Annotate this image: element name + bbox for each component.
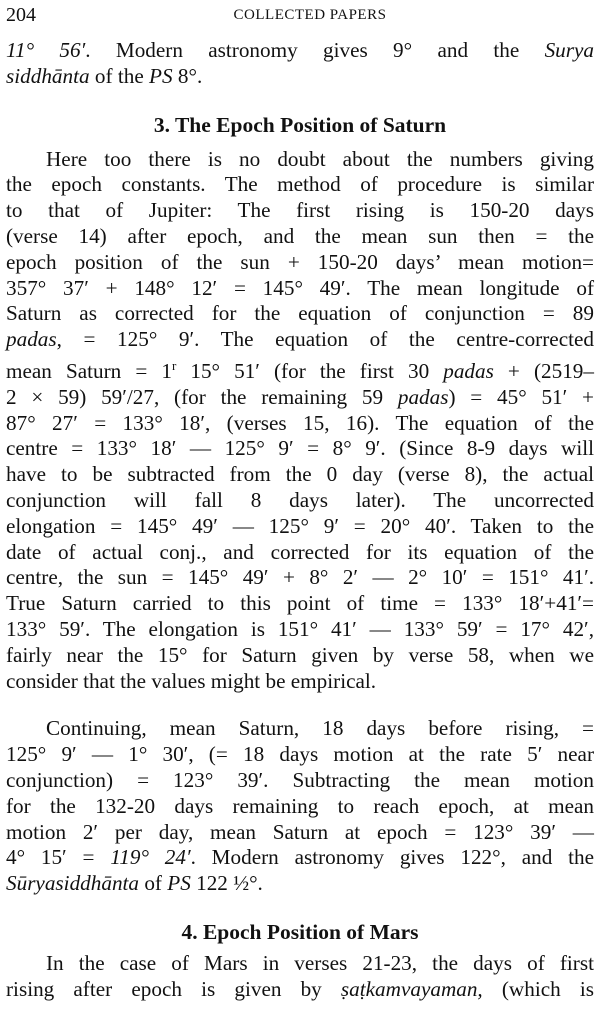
text-line: Here too there is no doubt about the numbers giving bbox=[46, 146, 594, 171]
text-line: True Saturn carried to this point of time = 133° 18′+41′= bbox=[6, 591, 594, 616]
text-run: . Modern astronomy gives 9° and the bbox=[85, 38, 545, 62]
text-line bbox=[6, 64, 594, 90]
text-run: , = 125° 9′. The equation of the centre-corrected bbox=[56, 327, 594, 352]
text-run: mean Saturn = 1 bbox=[6, 359, 172, 384]
text-line: centre = 133° 18′ — 125° 9′ = 8° 9′. (Since 8-9 days will bbox=[6, 436, 594, 461]
section-heading-saturn: 3. The Epoch Position of Saturn bbox=[153, 112, 447, 137]
text-line: Saturn as corrected for the equation of conjunction = 89 bbox=[6, 301, 594, 326]
page-number: 204 bbox=[6, 4, 36, 26]
running-head bbox=[6, 7, 594, 24]
continuing-paragraph bbox=[6, 716, 594, 897]
text-line: conjunction will fall 8 days later). The uncorrected bbox=[6, 488, 594, 513]
text-line: 133° 59′. The elongation is 151° 41′ — 133° 59′ = 17° 42′, bbox=[6, 617, 594, 641]
text-line: In the case of Mars in verses 21-23, the days of first bbox=[46, 950, 594, 975]
text-line: (verse 14) after epoch, and the mean sun then = the bbox=[6, 223, 594, 248]
text-line: Continuing, mean Saturn, 18 days before rising, = bbox=[46, 716, 594, 741]
text-line: have to be subtracted from the 0 day (verse 8), the actual bbox=[6, 462, 594, 487]
text-line: elongation = 145° 49′ — 125° 9′ = 20° 40′. Taken to the bbox=[6, 513, 594, 538]
mars-paragraph bbox=[6, 951, 594, 1003]
text-line: motion 2′ per day, mean Saturn at epoch = 123° 39′ — bbox=[6, 819, 594, 844]
book-page bbox=[6, 0, 594, 1003]
text-line: date of actual conj., and corrected for its equation of the bbox=[6, 539, 594, 564]
text-run: 122 ½°. bbox=[190, 871, 263, 896]
text-run: 15° 51′ (for the first 30 bbox=[176, 359, 444, 384]
text-run: of the bbox=[89, 63, 150, 88]
text-italic: siddhānta bbox=[6, 63, 90, 88]
text-italic: Sūryasiddhānta bbox=[6, 871, 140, 896]
text-run: rising after epoch is given by bbox=[6, 976, 341, 1001]
running-head-text: COLLECTED PAPERS bbox=[233, 7, 387, 23]
text-line: the epoch constants. The method of procedure is similar bbox=[6, 172, 594, 197]
text-line: to that of Jupiter: The first rising is 150-20 days bbox=[6, 198, 594, 223]
text-italic: 11° 56′ bbox=[6, 38, 86, 62]
text-line: 87° 27′ = 133° 18′, (verses 15, 16). The equation of the bbox=[6, 410, 594, 435]
text-line: conjunction) = 123° 39′. Subtracting the mean motion bbox=[6, 767, 594, 792]
text-run: 2 × 59) 59′/27, (for the remaining 59 bbox=[6, 384, 398, 409]
text-line bbox=[6, 871, 594, 897]
text-italic: padas bbox=[6, 327, 57, 352]
section-heading-mars: 4. Epoch Position of Mars bbox=[181, 919, 419, 944]
text-line: consider that the values might be empirical. bbox=[6, 668, 377, 693]
text-line: fairly near the 15° for Saturn given by verse 58, when we bbox=[6, 642, 594, 667]
text-italic: padas bbox=[397, 384, 449, 409]
intro-paragraph bbox=[6, 38, 594, 90]
text-italic: PS bbox=[149, 63, 173, 88]
text-line bbox=[6, 353, 594, 385]
text-italic: ṣaṭkamvayaman, bbox=[340, 976, 483, 1001]
text-line bbox=[6, 38, 594, 64]
text-italic: padas bbox=[443, 359, 494, 384]
text-run: . Modern astronomy gives 122°, and the bbox=[190, 845, 594, 870]
text-line: epoch position of the sun + 150-20 days’ mean motion= bbox=[6, 249, 594, 274]
text-line bbox=[6, 845, 594, 871]
page-header bbox=[6, 0, 594, 32]
text-run: (which is bbox=[482, 976, 594, 1001]
text-italic: Surya bbox=[544, 38, 594, 62]
text-italic: PS bbox=[167, 871, 191, 896]
text-run: 8°. bbox=[172, 63, 203, 88]
text-line bbox=[6, 385, 594, 411]
text-line: for the 132-20 days remaining to reach epoch, at mean bbox=[6, 793, 594, 818]
text-run: ) = 45° 51′ + bbox=[448, 384, 594, 409]
text-italic: 119° 24′ bbox=[110, 845, 191, 870]
text-run: 4° 15′ = bbox=[6, 845, 111, 870]
superscript: r bbox=[171, 357, 177, 373]
text-line: 125° 9′ — 1° 30′, (= 18 days motion at the rate 5′ near bbox=[6, 742, 594, 767]
text-line bbox=[6, 327, 594, 353]
text-line bbox=[6, 977, 594, 1003]
saturn-paragraph bbox=[6, 147, 594, 695]
text-run: of bbox=[139, 871, 168, 896]
text-line: centre, the sun = 145° 49′ + 8° 2′ — 2° 10′ = 151° 41′. bbox=[6, 565, 594, 590]
text-line: 357° 37′ + 148° 12′ = 145° 49′. The mean longitude of bbox=[6, 275, 594, 300]
text-run: + (2519– bbox=[493, 359, 594, 384]
